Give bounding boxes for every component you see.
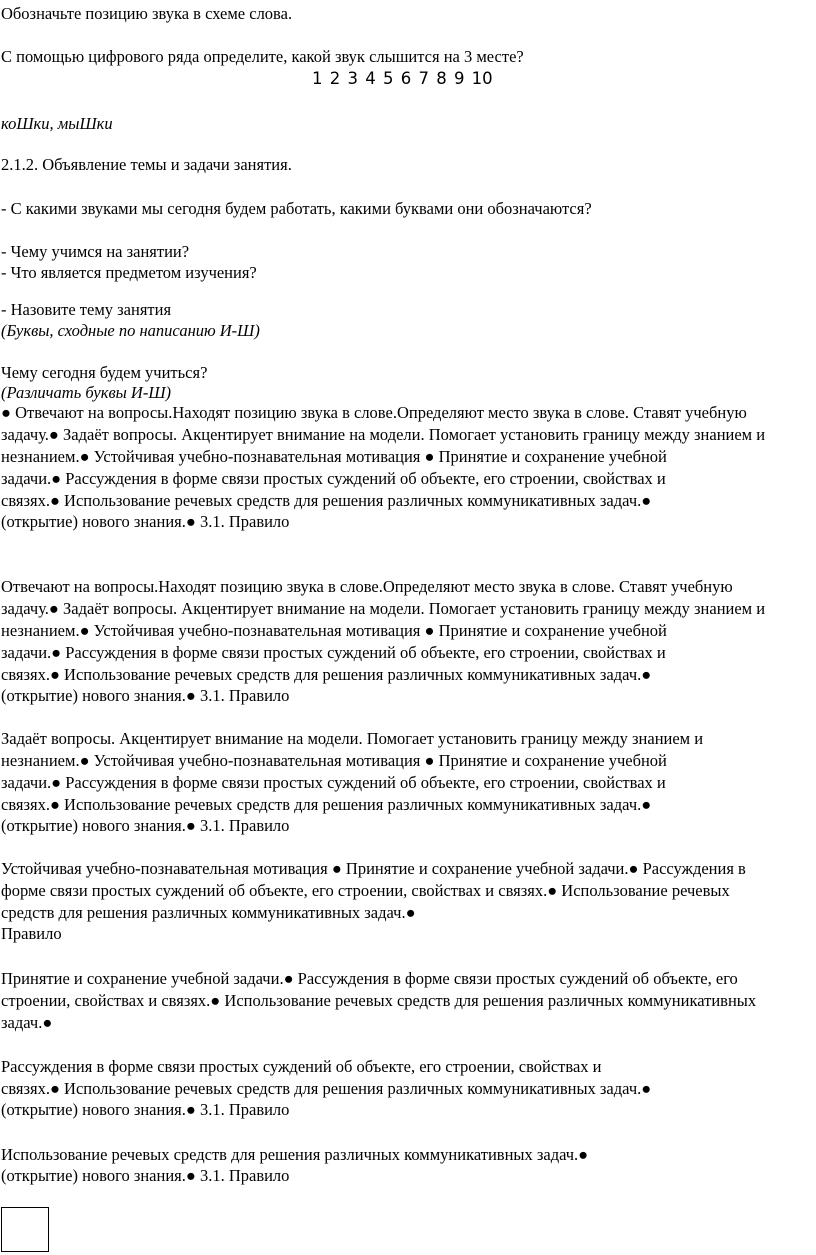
- section-heading: 2.1.2. Объявление темы и задачи занятия.: [1, 155, 292, 174]
- paragraph-line: задачи.● Рассуждения в форме связи простых суждений об объекте, его строении, свойствах и: [1, 469, 666, 488]
- paragraph-line: (открытие) нового знания.● 3.1. Правило: [1, 512, 290, 531]
- paragraph-line: (открытие) нового знания.● 3.1. Правило: [1, 686, 290, 705]
- paragraph-line: Принятие и сохранение учебной задачи.● Рассуждения в форме связи простых суждений об объекте, его: [1, 969, 738, 988]
- example-words: коШки, мыШки: [1, 114, 113, 133]
- answer-line: (Буквы, сходные по написанию И-Ш): [1, 321, 260, 340]
- paragraph-line: связях.● Использование речевых средств для решения различных коммуникативных задач.●: [1, 795, 652, 814]
- answer-line: (Различать буквы И-Ш): [1, 383, 172, 402]
- instruction-line: Обозначьте позицию звука в схеме слова.: [1, 4, 293, 23]
- paragraph-line: (открытие) нового знания.● 3.1. Правило: [1, 816, 290, 835]
- paragraph-line: форме связи простых суждений об объекте, его строении, свойствах и связях.● Использование речевых: [1, 881, 730, 900]
- paragraph-line: (открытие) нового знания.● 3.1. Правило: [1, 1100, 290, 1119]
- paragraph-line: связях.● Использование речевых средств для решения различных коммуникативных задач.●: [1, 491, 652, 510]
- paragraph-line: незнанием.● Устойчивая учебно-познавательная мотивация ● Принятие и сохранение учебной: [1, 751, 667, 770]
- paragraph-line: незнанием.● Устойчивая учебно-познавательная мотивация ● Принятие и сохранение учебной: [1, 447, 667, 466]
- paragraph-line: Устойчивая учебно-познавательная мотивация ● Принятие и сохранение учебной задачи.● Рассуждения в: [1, 859, 746, 878]
- question-line: - Что является предметом изучения?: [1, 263, 257, 282]
- paragraph-line: задач.●: [1, 1013, 53, 1032]
- paragraph-line: Отвечают на вопросы.Находят позицию звука в слове.Определяют место звука в слове. Ставят учебную: [1, 577, 733, 596]
- paragraph-line: задачу.● Задаёт вопросы. Акцентирует внимание на модели. Помогает установить границу между знанием и: [1, 599, 766, 618]
- question-line: С помощью цифрового ряда определите, какой звук слышится на 3 месте?: [1, 47, 524, 66]
- paragraph-line: строении, свойствах и связях.● Использование речевых средств для решения различных коммуникативных: [1, 991, 757, 1010]
- paragraph-line: средств для решения различных коммуникативных задач.●: [1, 903, 416, 922]
- paragraph-line: задачи.● Рассуждения в форме связи простых суждений об объекте, его строении, свойствах и: [1, 643, 666, 662]
- empty-box: [1, 1207, 49, 1252]
- paragraph-line: задачу.● Задаёт вопросы. Акцентирует внимание на модели. Помогает установить границу между знанием и: [1, 425, 766, 444]
- paragraph-line: (открытие) нового знания.● 3.1. Правило: [1, 1166, 290, 1185]
- question-line: - Чему учимся на занятии?: [1, 242, 190, 261]
- paragraph-line: Рассуждения в форме связи простых суждений об объекте, его строении, свойствах и: [1, 1057, 602, 1076]
- paragraph-line: задачи.● Рассуждения в форме связи простых суждений об объекте, его строении, свойствах и: [1, 773, 666, 792]
- paragraph-line: связях.● Использование речевых средств для решения различных коммуникативных задач.●: [1, 1079, 652, 1098]
- question-line: - Назовите тему занятия: [1, 300, 172, 319]
- paragraph-line: связях.● Использование речевых средств для решения различных коммуникативных задач.●: [1, 665, 652, 684]
- paragraph-line: незнанием.● Устойчивая учебно-познавательная мотивация ● Принятие и сохранение учебной: [1, 621, 667, 640]
- question-line: Чему сегодня будем учиться?: [1, 363, 208, 382]
- paragraph-line: Правило: [1, 924, 62, 943]
- question-line: - С какими звуками мы сегодня будем работать, какими буквами они обозначаются?: [1, 199, 592, 218]
- paragraph-line: Использование речевых средств для решения различных коммуникативных задач.●: [1, 1145, 589, 1164]
- paragraph-line: ● Отвечают на вопросы.Находят позицию звука в слове.Определяют место звука в слове. Ставят учебную: [1, 403, 747, 422]
- paragraph-line: Задаёт вопросы. Акцентирует внимание на модели. Помогает установить границу между знанием и: [1, 729, 704, 748]
- digit-row: 1 2 3 4 5 6 7 8 9 10: [312, 69, 493, 88]
